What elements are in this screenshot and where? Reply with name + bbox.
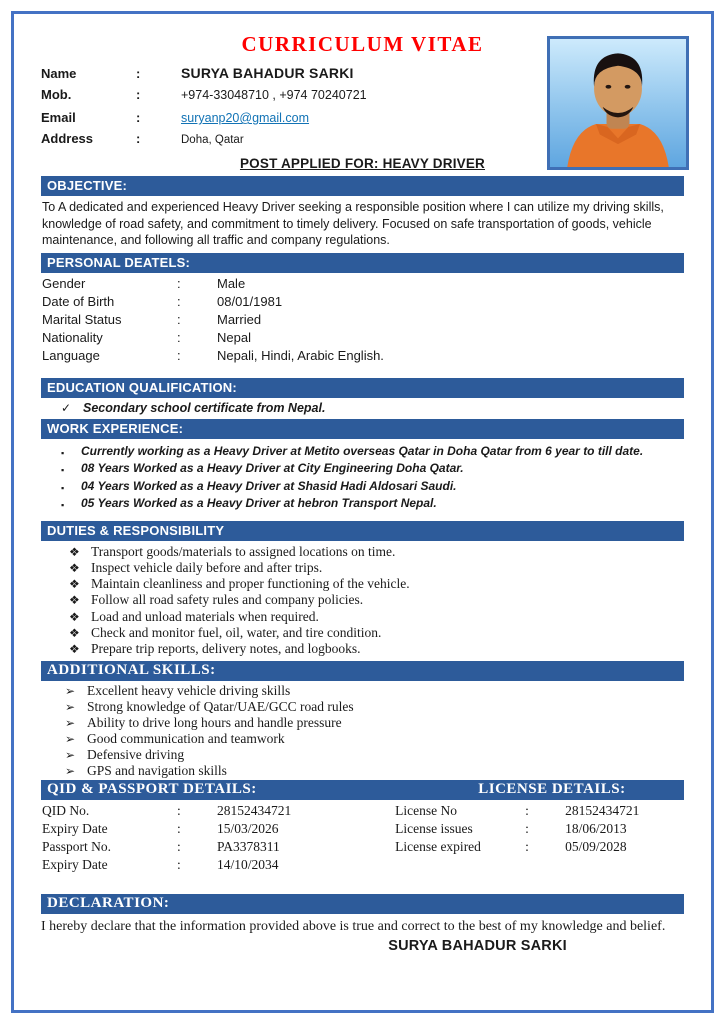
- duty-text: Prepare trip reports, delivery notes, and logbooks.: [91, 641, 361, 657]
- document-value: 14/10/2034: [217, 856, 279, 872]
- skills-list: [65, 683, 684, 779]
- duty-item: [69, 609, 684, 625]
- document-label: QID No.: [42, 802, 90, 818]
- duty-item: [69, 560, 684, 576]
- arrow-bullet-icon: ➢: [65, 747, 76, 762]
- skill-text: Good communication and teamwork: [87, 730, 285, 746]
- contact-row: [41, 87, 541, 109]
- work-experience-text: 08 Years Worked as a Heavy Driver at City Engineering Doha Qatar.: [81, 461, 464, 475]
- section-heading-duties: DUTIES & RESPONSIBILITY: [41, 521, 684, 541]
- colon-separator: :: [136, 131, 141, 146]
- personal-label: Gender: [42, 275, 86, 291]
- diamond-bullet-icon: ❖: [69, 577, 80, 592]
- square-bullet-icon: ▪: [61, 500, 65, 510]
- personal-label: Marital Status: [42, 311, 122, 327]
- personal-value: Nepali, Hindi, Arabic English.: [217, 347, 384, 363]
- contact-label: Mob.: [41, 87, 72, 102]
- colon-separator: :: [177, 802, 181, 818]
- personal-value: Male: [217, 275, 246, 291]
- colon-separator: :: [177, 347, 181, 363]
- document-label: Expiry Date: [42, 820, 108, 836]
- duty-item: [69, 576, 684, 592]
- contact-row: [41, 131, 541, 153]
- duty-text: Inspect vehicle daily before and after trips.: [91, 559, 323, 575]
- arrow-bullet-icon: ➢: [65, 715, 76, 730]
- document-value: 28152434721: [565, 802, 640, 818]
- declaration-text: I hereby declare that the information provided above is true and correct to the best of my knowledge and belief.: [41, 918, 666, 934]
- contact-label: Email: [41, 110, 76, 125]
- document-label: License expired: [395, 838, 481, 854]
- diamond-bullet-icon: ❖: [69, 609, 80, 624]
- education-text: Secondary school certificate from Nepal.: [83, 400, 326, 415]
- duty-item: [69, 625, 684, 641]
- colon-separator: :: [177, 820, 181, 836]
- personal-row: [42, 330, 684, 348]
- document-row: [42, 857, 395, 875]
- contact-label: Address: [41, 131, 94, 146]
- page-border-frame: [11, 11, 714, 1013]
- section-heading-education: EDUCATION QUALIFICATION:: [41, 378, 684, 398]
- document-value: 15/03/2026: [217, 820, 279, 836]
- personal-row: [42, 348, 684, 366]
- duties-list: [69, 544, 684, 658]
- license-heading: LICENSE DETAILS:: [478, 780, 626, 797]
- document-row: [395, 821, 684, 839]
- skill-item: [65, 747, 684, 763]
- personal-label: Nationality: [42, 329, 103, 345]
- qid-passport-column: [42, 803, 395, 875]
- colon-separator: :: [525, 838, 529, 854]
- duty-text: Follow all road safety rules and company policies.: [91, 592, 364, 608]
- contact-value-mobile: +974-33048710 , +974 70240721: [181, 88, 367, 102]
- contact-row: [41, 65, 541, 87]
- section-heading-additional-skills: ADDITIONAL SKILLS:: [41, 661, 684, 681]
- colon-separator: :: [177, 275, 181, 291]
- check-icon: ✓: [61, 400, 72, 415]
- colon-separator: :: [177, 311, 181, 327]
- work-experience-list: [61, 444, 684, 514]
- duty-item: [69, 641, 684, 657]
- skill-item: [65, 699, 684, 715]
- duty-text: Check and monitor fuel, oil, water, and tire condition.: [91, 624, 382, 640]
- qid-passport-heading: QID & PASSPORT DETAILS:: [47, 780, 257, 797]
- duty-text: Load and unload materials when required.: [91, 608, 319, 624]
- documents-block: [42, 803, 684, 875]
- document-row: [395, 839, 684, 857]
- work-experience-item: [61, 444, 684, 462]
- post-applied-for: POST APPLIED FOR: HEAVY DRIVER: [239, 156, 486, 171]
- work-experience-item: [61, 479, 684, 497]
- diamond-bullet-icon: ❖: [69, 642, 80, 657]
- personal-label: Language: [42, 347, 100, 363]
- square-bullet-icon: ▪: [61, 465, 65, 475]
- document-label: Passport No.: [42, 838, 112, 854]
- section-heading-declaration: DECLARATION:: [41, 894, 684, 914]
- document-value: 28152434721: [217, 802, 292, 818]
- square-bullet-icon: ▪: [61, 447, 65, 458]
- work-experience-text: 04 Years Worked as a Heavy Driver at Shasid Hadi Aldosari Saudi.: [81, 478, 457, 493]
- colon-separator: :: [525, 820, 529, 836]
- email-link[interactable]: suryanp20@gmail.com: [181, 111, 310, 125]
- personal-row: [42, 312, 684, 330]
- portrait-image: [550, 39, 686, 167]
- arrow-bullet-icon: ➢: [65, 683, 76, 698]
- duty-item: [69, 592, 684, 608]
- arrow-bullet-icon: ➢: [65, 699, 76, 714]
- page-title: CURRICULUM VITAE: [241, 32, 484, 56]
- skill-item: [65, 715, 684, 731]
- skill-item: [65, 731, 684, 747]
- document-row: [42, 803, 395, 821]
- work-experience-item: [61, 461, 684, 479]
- document-value: PA3378311: [217, 838, 280, 854]
- duty-text: Transport goods/materials to assigned locations on time.: [91, 543, 396, 559]
- colon-separator: :: [177, 838, 181, 854]
- skill-item: [65, 763, 684, 779]
- applicant-photo: [547, 36, 689, 170]
- contact-value-name: SURYA BAHADUR SARKI: [181, 65, 354, 81]
- personal-label: Date of Birth: [42, 293, 115, 309]
- personal-row: [42, 294, 684, 312]
- document-label: Expiry Date: [42, 856, 108, 872]
- contact-label: Name: [41, 66, 77, 81]
- arrow-bullet-icon: ➢: [65, 763, 76, 778]
- colon-separator: :: [177, 329, 181, 345]
- section-heading-objective: OBJECTIVE:: [41, 176, 684, 196]
- arrow-bullet-icon: ➢: [65, 731, 76, 746]
- colon-separator: :: [177, 293, 181, 309]
- skill-item: [65, 683, 684, 699]
- duty-text: Maintain cleanliness and proper functioning of the vehicle.: [91, 576, 410, 592]
- square-bullet-icon: ▪: [61, 482, 65, 493]
- colon-separator: :: [136, 110, 141, 125]
- diamond-bullet-icon: ❖: [69, 625, 80, 640]
- document-value: 18/06/2013: [565, 820, 627, 836]
- contact-row: [41, 109, 541, 131]
- colon-separator: :: [177, 856, 181, 872]
- skill-text: Excellent heavy vehicle driving skills: [87, 682, 291, 698]
- document-value: 05/09/2028: [565, 838, 627, 854]
- work-experience-item: [61, 496, 684, 514]
- duty-item: [69, 544, 684, 560]
- personal-value: Married: [217, 311, 262, 327]
- personal-value: Nepal: [217, 329, 251, 345]
- document-label: License issues: [395, 820, 473, 836]
- personal-value: 08/01/1981: [217, 293, 283, 309]
- section-heading-personal-details: PERSONAL DEATELS:: [41, 253, 684, 273]
- personal-row: [42, 276, 684, 294]
- colon-separator: :: [136, 87, 141, 102]
- skill-text: Strong knowledge of Qatar/UAE/GCC road rules: [87, 698, 354, 714]
- declaration-section: [41, 894, 684, 954]
- document-row: [395, 803, 684, 821]
- document-row: [42, 839, 395, 857]
- education-item: [61, 401, 684, 415]
- skill-text: GPS and navigation skills: [87, 762, 227, 778]
- contact-block: [41, 65, 541, 153]
- diamond-bullet-icon: ❖: [69, 544, 80, 559]
- skill-text: Defensive driving: [87, 746, 185, 762]
- personal-details-block: [42, 276, 684, 366]
- diamond-bullet-icon: ❖: [69, 560, 80, 575]
- work-experience-text: 05 Years Worked as a Heavy Driver at hebron Transport Nepal.: [81, 496, 437, 510]
- signature-name: SURYA BAHADUR SARKI: [388, 937, 567, 954]
- colon-separator: :: [136, 66, 141, 81]
- section-heading-documents: [41, 780, 684, 800]
- section-heading-work-experience: WORK EXPERIENCE:: [41, 419, 684, 439]
- license-column: [395, 803, 684, 875]
- objective-text: To A dedicated and experienced Heavy Driver seeking a responsible position where I can utilize my driving skills, knowledge of road safety, and commitment to timely delivery. Focused on safe transportation of goods, vehicle maintenance, and following all traffic and company regulations.: [42, 200, 664, 247]
- diamond-bullet-icon: ❖: [69, 593, 80, 608]
- colon-separator: :: [525, 802, 529, 818]
- skill-text: Ability to drive long hours and handle pressure: [87, 714, 342, 730]
- work-experience-text: Currently working as a Heavy Driver at Metito overseas Qatar in Doha Qatar from 6 year to till date.: [81, 443, 644, 458]
- document-label: License No: [395, 802, 457, 818]
- document-row: [42, 821, 395, 839]
- contact-value-address: Doha, Qatar: [181, 134, 244, 146]
